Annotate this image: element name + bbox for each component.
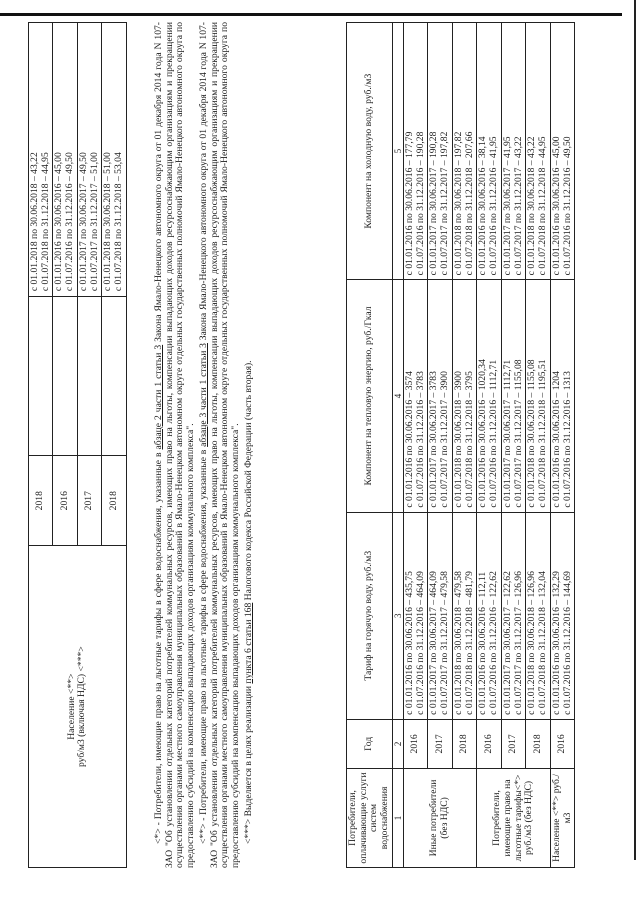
blank-cell xyxy=(29,297,53,456)
tariff-line: с 01.01.2016 по 30.06.2016 – 3574 xyxy=(404,371,416,508)
value-line: с 01.01.2016 по 30.06.2016 – 45,00 xyxy=(53,152,65,292)
tariff-line: с 01.07.2017 по 31.12.2017 – 1155,08 xyxy=(512,359,524,508)
tariff-line: с 01.07.2016 по 31.12.2016 – 122,62 xyxy=(488,571,500,715)
values-cell xyxy=(29,23,53,297)
tariff-line: с 01.01.2017 по 30.06.2017 – 1112,71 xyxy=(501,359,513,508)
table-row xyxy=(526,23,550,868)
tax-code-reference-link[interactable]: пункта 6 статьи 168 xyxy=(242,602,254,684)
tariff-line: с 01.01.2016 по 30.06.2016 – 132,29 xyxy=(550,571,562,715)
law-reference-link[interactable]: абзаце 2 части 1 статьи 3 xyxy=(153,344,164,450)
tariff-line: с 01.01.2018 по 30.06.2018 – 479,58 xyxy=(452,571,464,715)
tariff-line: с 01.01.2017 по 30.06.2017 – 122,62 xyxy=(501,571,513,715)
top-table-category xyxy=(29,546,127,868)
tariff-line: с 01.07.2017 по 31.12.2017 – 126,96 xyxy=(512,571,524,715)
tariff-line: с 01.01.2016 по 30.06.2016 – 1204 xyxy=(550,371,562,508)
tariff-line: с 01.07.2016 по 31.12.2016 – 1313 xyxy=(561,371,573,508)
year-cell: 2016 xyxy=(53,456,77,546)
tariff-line: с 01.07.2016 по 31.12.2016 – 190,28 xyxy=(414,131,426,276)
tariff-line: с 01.01.2016 по 30.06.2016 – 1020,34 xyxy=(477,359,489,508)
footnote-2 xyxy=(199,22,242,868)
footnote-3 xyxy=(244,22,255,868)
year-cell: 2018 xyxy=(526,719,550,768)
category-label: Население <**> xyxy=(65,673,77,740)
heat-component xyxy=(550,280,574,512)
year-cell: 2017 xyxy=(77,456,101,546)
tariff-line: с 01.01.2018 по 30.06.2018 – 3900 xyxy=(452,371,464,508)
cold-water-component xyxy=(428,23,452,280)
table-row xyxy=(550,23,574,868)
footnote-text: Закона Ямало-Ненецкого автономного округа от 01 декабря 2014 года N 107-ЗАО "Об установлении отдельных категорий потребителей коммунальных ресурсов, имеющих право на льготы, компенсации выпадающих доходов ресурсоснабжающим организациям и прекращении осуществления органами местного самоуправления муниципальных образований в Ямало-Ненецком автономном округе отдельных государственных полномочий Ямало-Ненецкого автономного округа по предоставлению субсидий на компенсацию выпадающих доходов организациям коммунального комплекса". xyxy=(197,22,242,868)
footnote-text: Налогового кодекса Российской Федерации (часть вторая). xyxy=(242,360,254,603)
table-header-row xyxy=(347,23,393,868)
year-cell: 2016 xyxy=(550,719,574,768)
top-table xyxy=(28,22,127,868)
tariff-line: с 01.01.2016 по 30.06.2016 – 435,75 xyxy=(404,571,416,715)
table-row xyxy=(404,23,428,868)
year-cell: 2017 xyxy=(428,719,452,768)
tariff-line: с 01.01.2016 по 30.06.2016 – 38,14 xyxy=(477,136,489,276)
tariff-table xyxy=(346,22,575,868)
tariff-line: с 01.01.2018 по 30.06.2018 – 1155,08 xyxy=(526,359,538,508)
values-cell xyxy=(53,23,77,297)
cold-water-component xyxy=(526,23,550,280)
header-heat-component: Компонент на тепловую энергию, руб./Гкал xyxy=(347,280,393,512)
category-unit: руб/м3 (включая НДС) <***> xyxy=(76,646,88,767)
value-line: с 01.01.2018 по 30.06.2018 – 51,00 xyxy=(102,152,114,292)
scan-edge-top xyxy=(0,13,622,16)
table-row xyxy=(477,23,501,868)
cold-water-component xyxy=(452,23,476,280)
table-row xyxy=(501,23,525,868)
cold-water-component xyxy=(404,23,428,280)
consumer-category: Население <**> руб./м3 xyxy=(550,768,574,867)
year-cell: 2018 xyxy=(452,719,476,768)
column-number: 1 xyxy=(392,768,403,867)
cold-water-component xyxy=(550,23,574,280)
header-cold-water-component: Компонент на холодную воду, руб./м3 xyxy=(347,23,393,280)
tariff-line: с 01.01.2018 по 30.06.2018 – 126,96 xyxy=(526,571,538,715)
value-line: с 01.07.2017 по 31.12.2017 – 51,00 xyxy=(88,152,100,292)
column-number: 5 xyxy=(392,23,403,280)
tariff-line: с 01.07.2018 по 31.12.2018 – 207,66 xyxy=(463,131,475,276)
tariff-line: с 01.01.2017 по 30.06.2017 – 464,09 xyxy=(428,571,440,715)
footnote-text: <**> - Потребители, имеющие право на льготные тарифы в сфере водоснабжения, указанные в xyxy=(197,446,209,844)
tariff-line: с 01.01.2016 по 30.06.2016 – 177,79 xyxy=(404,131,416,276)
value-line: с 01.01.2017 по 30.06.2017 – 49,50 xyxy=(77,152,89,292)
hot-water-tariff xyxy=(404,512,428,719)
consumer-category: Иные потребители (без НДС) xyxy=(404,768,477,867)
footnote-text: <*> - Потребители, имеющие право на льготные тарифы в сфере водоснабжения, указанные в xyxy=(153,449,164,844)
tariff-line: с 01.07.2017 по 31.12.2017 – 3900 xyxy=(439,371,451,508)
value-line: с 01.07.2018 по 31.12.2018 – 44,95 xyxy=(39,152,51,292)
tariff-line: с 01.01.2016 по 30.06.2016 – 112,11 xyxy=(477,571,489,715)
value-line: с 01.07.2016 по 31.12.2016 – 49,50 xyxy=(64,152,76,292)
value-line: с 01.07.2018 по 31.12.2018 – 53,04 xyxy=(113,152,125,292)
tariff-line: с 01.01.2018 по 30.06.2018 – 43,22 xyxy=(526,136,538,276)
footnote-text: <***> Выделяется в целях реализации xyxy=(242,683,254,844)
year-cell: 2016 xyxy=(404,719,428,768)
tariff-line: с 01.01.2017 по 30.06.2017 – 3783 xyxy=(428,371,440,508)
heat-component xyxy=(428,280,452,512)
header-hot-water: Тариф на горячую воду, руб./м3 xyxy=(347,512,393,719)
hot-water-tariff xyxy=(526,512,550,719)
tariff-line: с 01.07.2016 по 31.12.2016 – 1112,71 xyxy=(488,359,500,508)
heat-component xyxy=(526,280,550,512)
table-row xyxy=(452,23,476,868)
hot-water-tariff xyxy=(452,512,476,719)
tariff-line: с 01.07.2017 по 31.12.2017 – 197,82 xyxy=(439,131,451,276)
footnotes xyxy=(154,22,259,868)
tariff-line: с 01.07.2017 по 31.12.2017 – 479,58 xyxy=(439,571,451,715)
footnote-1 xyxy=(154,22,197,868)
law-reference-link[interactable]: абзаце 3 части 1 статьи 3 xyxy=(197,343,209,447)
tariff-line: с 01.07.2018 по 31.12.2018 – 481,79 xyxy=(463,571,475,715)
hot-water-tariff xyxy=(501,512,525,719)
column-number-row xyxy=(392,23,403,868)
tariff-line: с 01.07.2018 по 31.12.2018 – 132,04 xyxy=(537,571,549,715)
tariff-line: с 01.07.2016 по 31.12.2016 – 41,95 xyxy=(488,136,500,276)
tariff-line: с 01.07.2018 по 31.12.2018 – 44,95 xyxy=(537,136,549,276)
cold-water-component xyxy=(477,23,501,280)
tariff-line: с 01.01.2016 по 30.06.2016 – 45,00 xyxy=(550,136,562,276)
rotated-content xyxy=(28,18,628,878)
year-cell: 2018 xyxy=(29,456,53,546)
scan-edge-right xyxy=(634,0,636,860)
heat-component xyxy=(452,280,476,512)
blank-cell xyxy=(77,297,101,456)
column-number: 3 xyxy=(392,512,403,719)
tariff-line: с 01.07.2016 по 31.12.2016 – 49,50 xyxy=(561,136,573,276)
tariff-line: с 01.07.2016 по 31.12.2016 – 464,09 xyxy=(414,571,426,715)
tariff-line: с 01.07.2016 по 31.12.2016 – 3783 xyxy=(414,371,426,508)
header-year: Год xyxy=(347,719,393,768)
value-line: с 01.01.2018 по 30.06.2018 – 43,22 xyxy=(29,152,40,292)
heat-component xyxy=(501,280,525,512)
year-cell: 2017 xyxy=(501,719,525,768)
blank-cell xyxy=(102,297,126,456)
tariff-line: с 01.07.2018 по 31.12.2018 – 3795 xyxy=(463,371,475,508)
cold-water-component xyxy=(501,23,525,280)
year-cell: 2016 xyxy=(477,719,501,768)
consumer-category: Потребители, имеющие право на льготные тарифы<*> руб./м3 (без НДС) xyxy=(477,768,550,867)
year-cell: 2018 xyxy=(102,456,126,546)
heat-component xyxy=(477,280,501,512)
hot-water-tariff xyxy=(550,512,574,719)
tariff-line: с 01.07.2016 по 31.12.2016 – 144,69 xyxy=(561,571,573,715)
values-cell xyxy=(77,23,101,297)
hot-water-tariff xyxy=(428,512,452,719)
tariff-line: с 01.07.2018 по 31.12.2018 – 1195,51 xyxy=(537,359,549,508)
tariff-line: с 01.01.2017 по 30.06.2017 – 41,95 xyxy=(501,136,513,276)
column-number: 2 xyxy=(392,719,403,768)
tariff-line: с 01.01.2018 по 30.06.2018 – 197,82 xyxy=(452,131,464,276)
tariff-line: с 01.07.2017 по 31.12.2017 – 43,22 xyxy=(512,136,524,276)
column-number: 4 xyxy=(392,280,403,512)
hot-water-tariff xyxy=(477,512,501,719)
values-cell xyxy=(102,23,126,297)
header-consumers: Потребители, оплачивающие услуги систем водоснабжения xyxy=(347,768,393,867)
footnote-text: Закона Ямало-Ненецкого автономного округа от 01 декабря 2014 года N 107-ЗАО "Об установлении отдельных категорий потребителей коммунальных ресурсов, имеющих право на льготы, компенсации выпадающих доходов ресурсоснабжающим организациям и прекращении осуществления органами местного самоуправления муниципальных образований в Ямало-Ненецком автономном округе отдельных государственных полномочий Ямало-Ненецкого автономного округа по предоставлению субсидий на компенсацию выпадающих доходов организациям коммунального комплекса". xyxy=(153,22,197,868)
tariff-line: с 01.01.2017 по 30.06.2017 – 190,28 xyxy=(428,131,440,276)
blank-cell xyxy=(53,297,77,456)
table-row xyxy=(428,23,452,868)
heat-component xyxy=(404,280,428,512)
